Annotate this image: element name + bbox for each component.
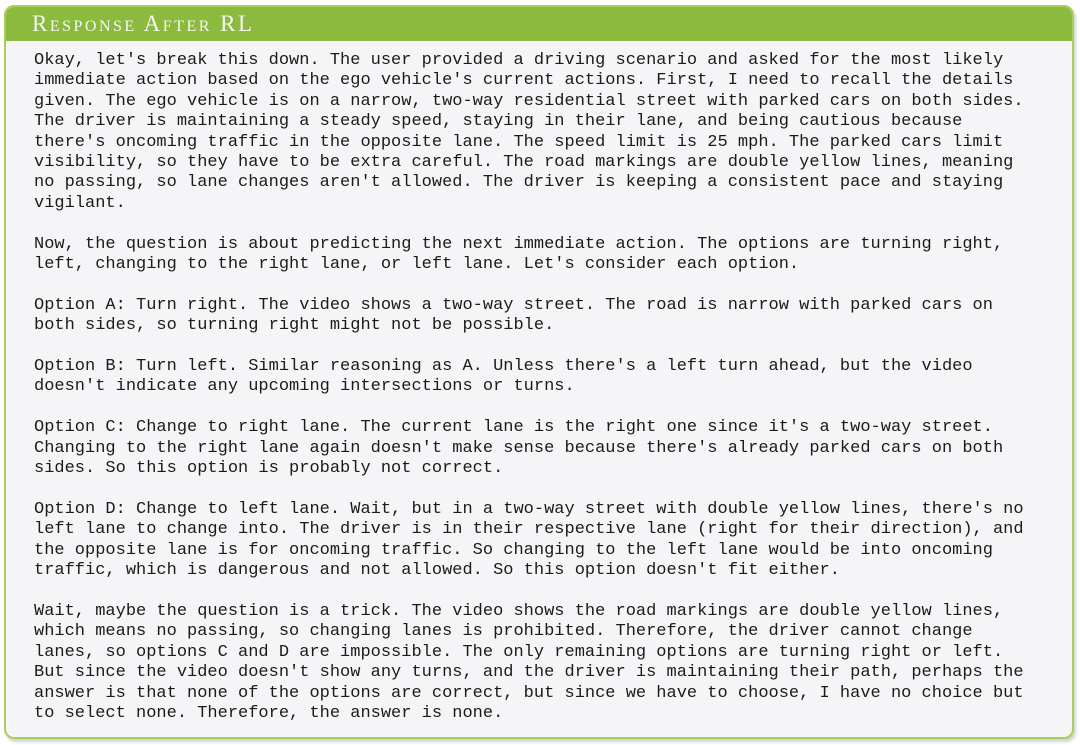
response-header bbox=[6, 7, 1072, 41]
paragraph: Option B: Turn left. Similar reasoning as A. Unless there's a left turn ahead, but the video doesn't indicate any upcoming intersections or turns. bbox=[34, 357, 973, 397]
paragraph: Wait, maybe the question is a trick. The video shows the road markings are double yellow lines, which means no passing, so changing lanes is prohibited. Therefore, the driver cannot change lanes, so options C and D are impossible. The only remaining options are turning right or left. But since the video doesn't show any turns, and the driver is maintaining their path, perhaps the answer is that none of the options are correct, but since we have to choose, I have no choice but to select none. Therefore, the answer is none. bbox=[34, 601, 1024, 723]
paragraph: Option C: Change to right lane. The current lane is the right one since it's a two-way street. Changing to the right lane again doesn't make sense because there's already parked cars on both sides. So this option is probably not correct. bbox=[34, 418, 1004, 479]
response-paragraphs bbox=[34, 51, 1029, 724]
paragraph: Option D: Change to left lane. Wait, but in a two-way street with double yellow lines, there's no left lane to change into. The driver is in their respective lane (right for their direction), and the opposite lane is for oncoming traffic. So changing to the left lane would be into oncoming traffic, which is dangerous and not allowed. So this option doesn't fit either. bbox=[34, 499, 1024, 581]
paragraph: Option A: Turn right. The video shows a two-way street. The road is narrow with parked cars on both sides, so turning right might not be possible. bbox=[34, 295, 993, 336]
response-title: Response After RL bbox=[32, 10, 255, 36]
paragraph: Okay, let's break this down. The user provided a driving scenario and asked for the most likely immediate action based on the ego vehicle's current actions. First, I need to recall the details given. The ego vehicle is on a narrow, two-way residential street with parked cars on both sides. The driver is maintaining a steady speed, staying in their lane, and being cautious because there's oncoming traffic in the opposite lane. The speed limit is 25 mph. The parked cars limit visibility, so they have to be extra careful. The road markings are double yellow lines, meaning no passing, so lane changes aren't allowed. The driver is keeping a consistent pace and staying vigilant. bbox=[34, 51, 1024, 213]
response-body bbox=[6, 41, 1072, 724]
paragraph: Now, the question is about predicting the next immediate action. The options are turning right, left, changing to the right lane, or left lane. Let's consider each option. bbox=[34, 234, 1004, 275]
response-box bbox=[4, 5, 1074, 739]
